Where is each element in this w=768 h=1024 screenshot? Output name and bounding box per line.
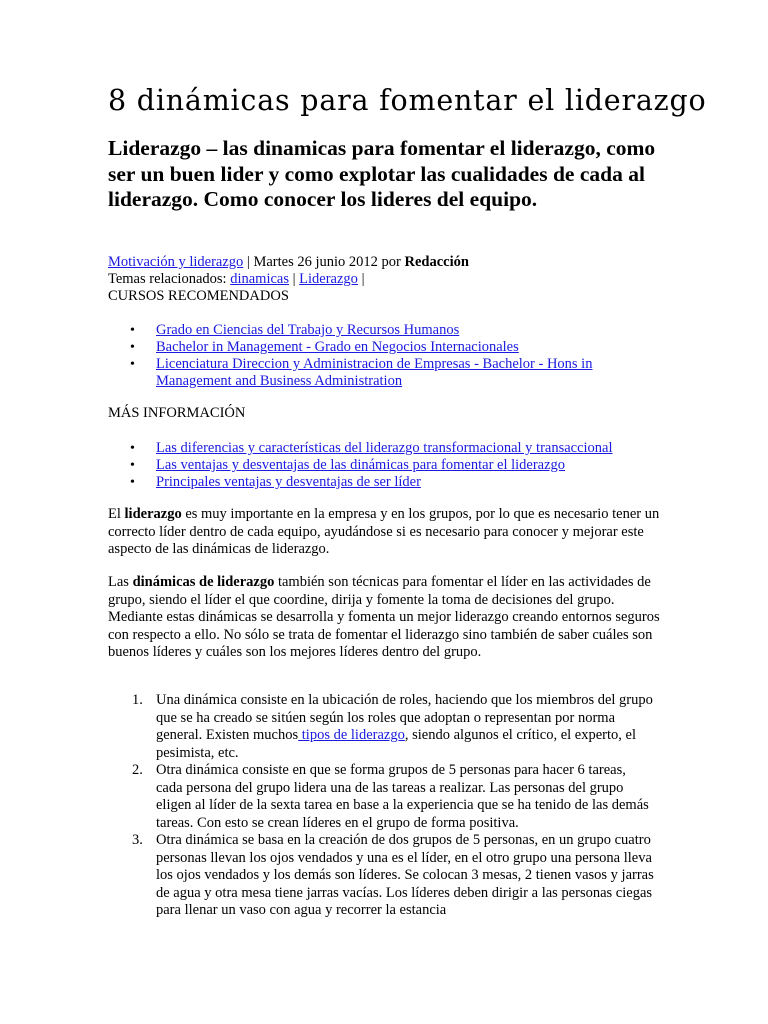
- list-item: [108, 322, 668, 339]
- topic-link-liderazgo[interactable]: Liderazgo: [299, 271, 358, 287]
- separator: |: [246, 254, 250, 270]
- course-link[interactable]: Grado en Ciencias del Trabajo y Recursos Humanos: [156, 322, 460, 338]
- list-item: [108, 440, 668, 457]
- course-link[interactable]: Licenciatura Direccion y Administracion de Empresas - Bachelor - Hons in Management and Business Administration: [156, 356, 593, 389]
- list-item: [108, 832, 654, 920]
- topic-link-dinamicas[interactable]: dinamicas: [230, 271, 289, 287]
- leadership-types-link[interactable]: tipos de liderazgo: [298, 727, 405, 743]
- item-number: 2.: [132, 762, 143, 778]
- more-info-link[interactable]: Las ventajas y desventajas de las dinámicas para fomentar el liderazgo: [156, 457, 566, 473]
- text-span: es muy importante en la empresa y en los grupos, por lo que es necesario tener un correcto líder dentro de cada equipo, ayudándose si es necesario para conocer y mejorar este aspecto de las dinámicas de liderazgo.: [108, 506, 660, 557]
- course-link[interactable]: Bachelor in Management - Grado en Negocios Internacionales: [156, 339, 519, 355]
- bold-term: dinámicas de liderazgo: [132, 574, 275, 590]
- more-info-list: [108, 440, 668, 491]
- list-item: [108, 692, 654, 762]
- list-item: [108, 356, 668, 390]
- item-text: Otra dinámica se basa en la creación de dos grupos de 5 personas, en un grupo cuatro personas llevan los ojos vendados y una es el líder, en el otro grupo una persona lleva los ojos vendados y los demás son líderes. Se colocan 3 mesas, 2 tienen vasos y jarras de agua y otra mesa tiene jarras vacías. Los líderes deben dirigir a las personas ciegas para llenar un vaso con agua y recorrer la estancia: [156, 832, 654, 918]
- dynamics-list: [108, 692, 654, 920]
- category-link[interactable]: Motivación y liderazgo: [108, 254, 244, 270]
- author-name: Redacción: [404, 254, 469, 270]
- separator: |: [292, 271, 296, 287]
- list-item: [108, 457, 668, 474]
- intro-paragraph: [108, 506, 664, 559]
- item-number: 3.: [132, 832, 143, 848]
- text-span: El: [108, 506, 125, 522]
- byline: [108, 254, 469, 271]
- list-item: [108, 474, 668, 491]
- item-number: 1.: [132, 692, 143, 708]
- item-text: Una dinámica consiste en la ubicación de roles, haciendo que los miembros del grupo que se ha creado se sitúen según los roles que adoptan o representan por norma general. Existen muchos: [156, 692, 653, 743]
- more-info-heading: MÁS INFORMACIÓN: [108, 405, 246, 421]
- article-meta: [108, 254, 469, 305]
- courses-list: [108, 322, 668, 390]
- bold-term: liderazgo: [124, 506, 182, 522]
- text-span: Las: [108, 574, 133, 590]
- courses-heading: CURSOS RECOMENDADOS: [108, 288, 289, 304]
- more-info-link[interactable]: Las diferencias y características del liderazgo transformacional y transaccional: [156, 440, 613, 456]
- date-text: Martes 26 junio 2012 por: [253, 254, 401, 270]
- item-text: Otra dinámica consiste en que se forma grupos de 5 personas para hacer 6 tareas, cada persona del grupo lidera una de las tareas a realizar. Las personas del grupo eligen al líder de la sexta tarea en base a la experiencia que se ha tenido de las demás tareas. Con esto se crean líderes en el grupo de forma positiva.: [156, 762, 649, 831]
- item-text: , siendo algunos el crítico, el experto, el pesimista, etc.: [156, 727, 636, 761]
- text-span: también son técnicas para fomentar el líder en las actividades de grupo, siendo el líder el que coordine, dirija y fomente la toma de decisiones del grupo. Mediante estas dinámicas se desarrolla y fomenta un mejor liderazgo creando entornos seguros con respecto a ello. No sólo se trata de fomentar el liderazgo sino también de saber cuáles son buenos líderes y cuáles son los mejores líderes dentro del grupo.: [108, 574, 660, 660]
- list-item: [108, 762, 654, 832]
- separator: |: [361, 271, 365, 287]
- article-subtitle: Liderazgo – las dinamicas para fomentar el liderazgo, como ser un buen lider y como explotar las cualidades de cada al liderazgo. Como conocer los lideres del equipo.: [108, 136, 656, 211]
- page-title: 8 dinámicas para fomentar el liderazgo: [108, 84, 707, 117]
- related-topics: [108, 271, 469, 288]
- more-info-link[interactable]: Principales ventajas y desventajas de ser líder: [156, 474, 421, 490]
- list-item: [108, 339, 668, 356]
- topics-label: Temas relacionados:: [108, 271, 227, 287]
- dynamics-paragraph: [108, 574, 664, 662]
